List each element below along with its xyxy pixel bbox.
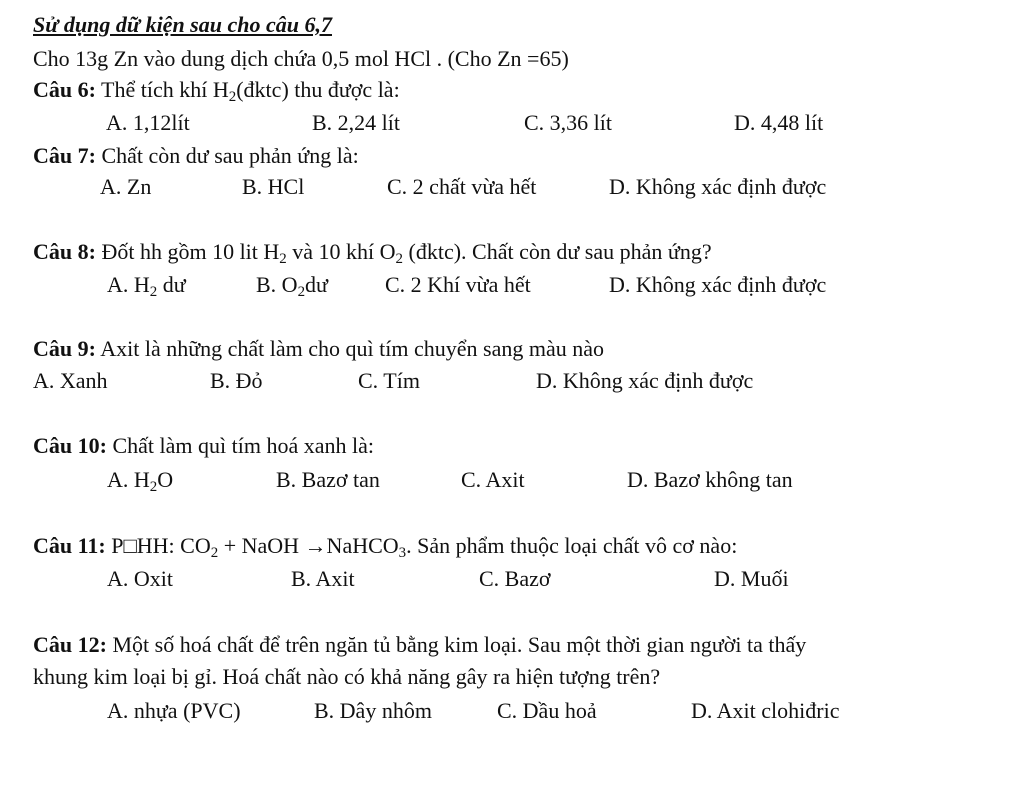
q11-option-c: C. Bazơ (479, 566, 551, 591)
q10-option-d: D. Bazơ không tan (627, 467, 793, 492)
q7-option-c: C. 2 chất vừa hết (387, 174, 537, 199)
q12-option-d: D. Axit clohiđric (691, 698, 840, 723)
q6-option-d: D. 4,48 lít (734, 110, 824, 135)
question-7: Câu 7: Chất còn dư sau phản ứng là: (33, 143, 359, 168)
q12-option-c: C. Dầu hoả (497, 698, 597, 723)
question-label: Câu 12: (33, 632, 107, 657)
q9-option-d: D. Không xác định được (536, 368, 754, 393)
question-8: Câu 8: Đốt hh gồm 10 lit $H_2$ và 10 khí $O_2$ (đktc). Chất còn dư sau phản ứng? (33, 239, 712, 268)
q8-option-d: D. Không xác định được (609, 272, 827, 297)
q8-option-b: B. $O_2dư$ (256, 272, 328, 301)
q7-option-d: D. Không xác định được (609, 174, 827, 199)
question-label: Câu 9: (33, 336, 96, 361)
question-label: Câu 6: (33, 77, 96, 102)
question-label: Câu 10: (33, 433, 107, 458)
question-label: Câu 8: (33, 239, 96, 264)
q11-option-a: A. Oxit (107, 566, 173, 591)
question-6: Câu 6: Thể tích khí $H_2(đktc)$ thu được là: (33, 77, 400, 106)
question-9: Câu 9: Axit là những chất làm cho quì tím chuyển sang màu nào (33, 336, 604, 361)
q9-option-a: A. Xanh (33, 368, 108, 393)
q6-option-c: C. 3,36 lít (524, 110, 613, 135)
q6-option-a: A. 1,12lít (106, 110, 190, 135)
given-data: Cho 13g Zn vào dung dịch chứa 0,5 mol HCl . (Cho Zn =65) (33, 46, 569, 71)
q10-option-c: C. Axit (461, 467, 525, 492)
q10-option-b: B. Bazơ tan (276, 467, 380, 492)
section-title: Sử dụng dữ kiện sau cho câu 6,7 (33, 12, 332, 37)
q12-option-a: A. nhựa (PVC) (107, 698, 241, 723)
q9-option-c: C. Tím (358, 368, 420, 393)
question-label: Câu 11: (33, 533, 106, 558)
q7-option-b: B. HCl (242, 174, 305, 199)
q8-option-a: A. $H_2$ dư (107, 272, 186, 301)
question-12-continuation: khung kim loại bị gỉ. Hoá chất nào có khả năng gây ra hiện tượng trên? (33, 664, 661, 689)
q9-option-b: B. Đỏ (210, 368, 263, 393)
question-12: Câu 12: Một số hoá chất để trên ngăn tủ bằng kim loại. Sau một thời gian người ta thấy (33, 632, 807, 657)
q11-option-d: D. Muối (714, 566, 789, 591)
q7-option-a: A. Zn (100, 174, 152, 199)
q11-option-b: B. Axit (291, 566, 355, 591)
q8-option-c: C. 2 Khí vừa hết (385, 272, 531, 297)
question-label: Câu 7: (33, 143, 96, 168)
q6-option-b: B. 2,24 lít (312, 110, 401, 135)
q12-option-b: B. Dây nhôm (314, 698, 432, 723)
question-10: Câu 10: Chất làm quì tím hoá xanh là: (33, 433, 374, 458)
question-11: Câu 11: P□HH: $CO_2$ + NaOH →NaHCO$_3$. Sản phẩm thuộc loại chất vô cơ nào: (33, 533, 738, 562)
q10-option-a: A. $H_2O$ (107, 467, 174, 496)
